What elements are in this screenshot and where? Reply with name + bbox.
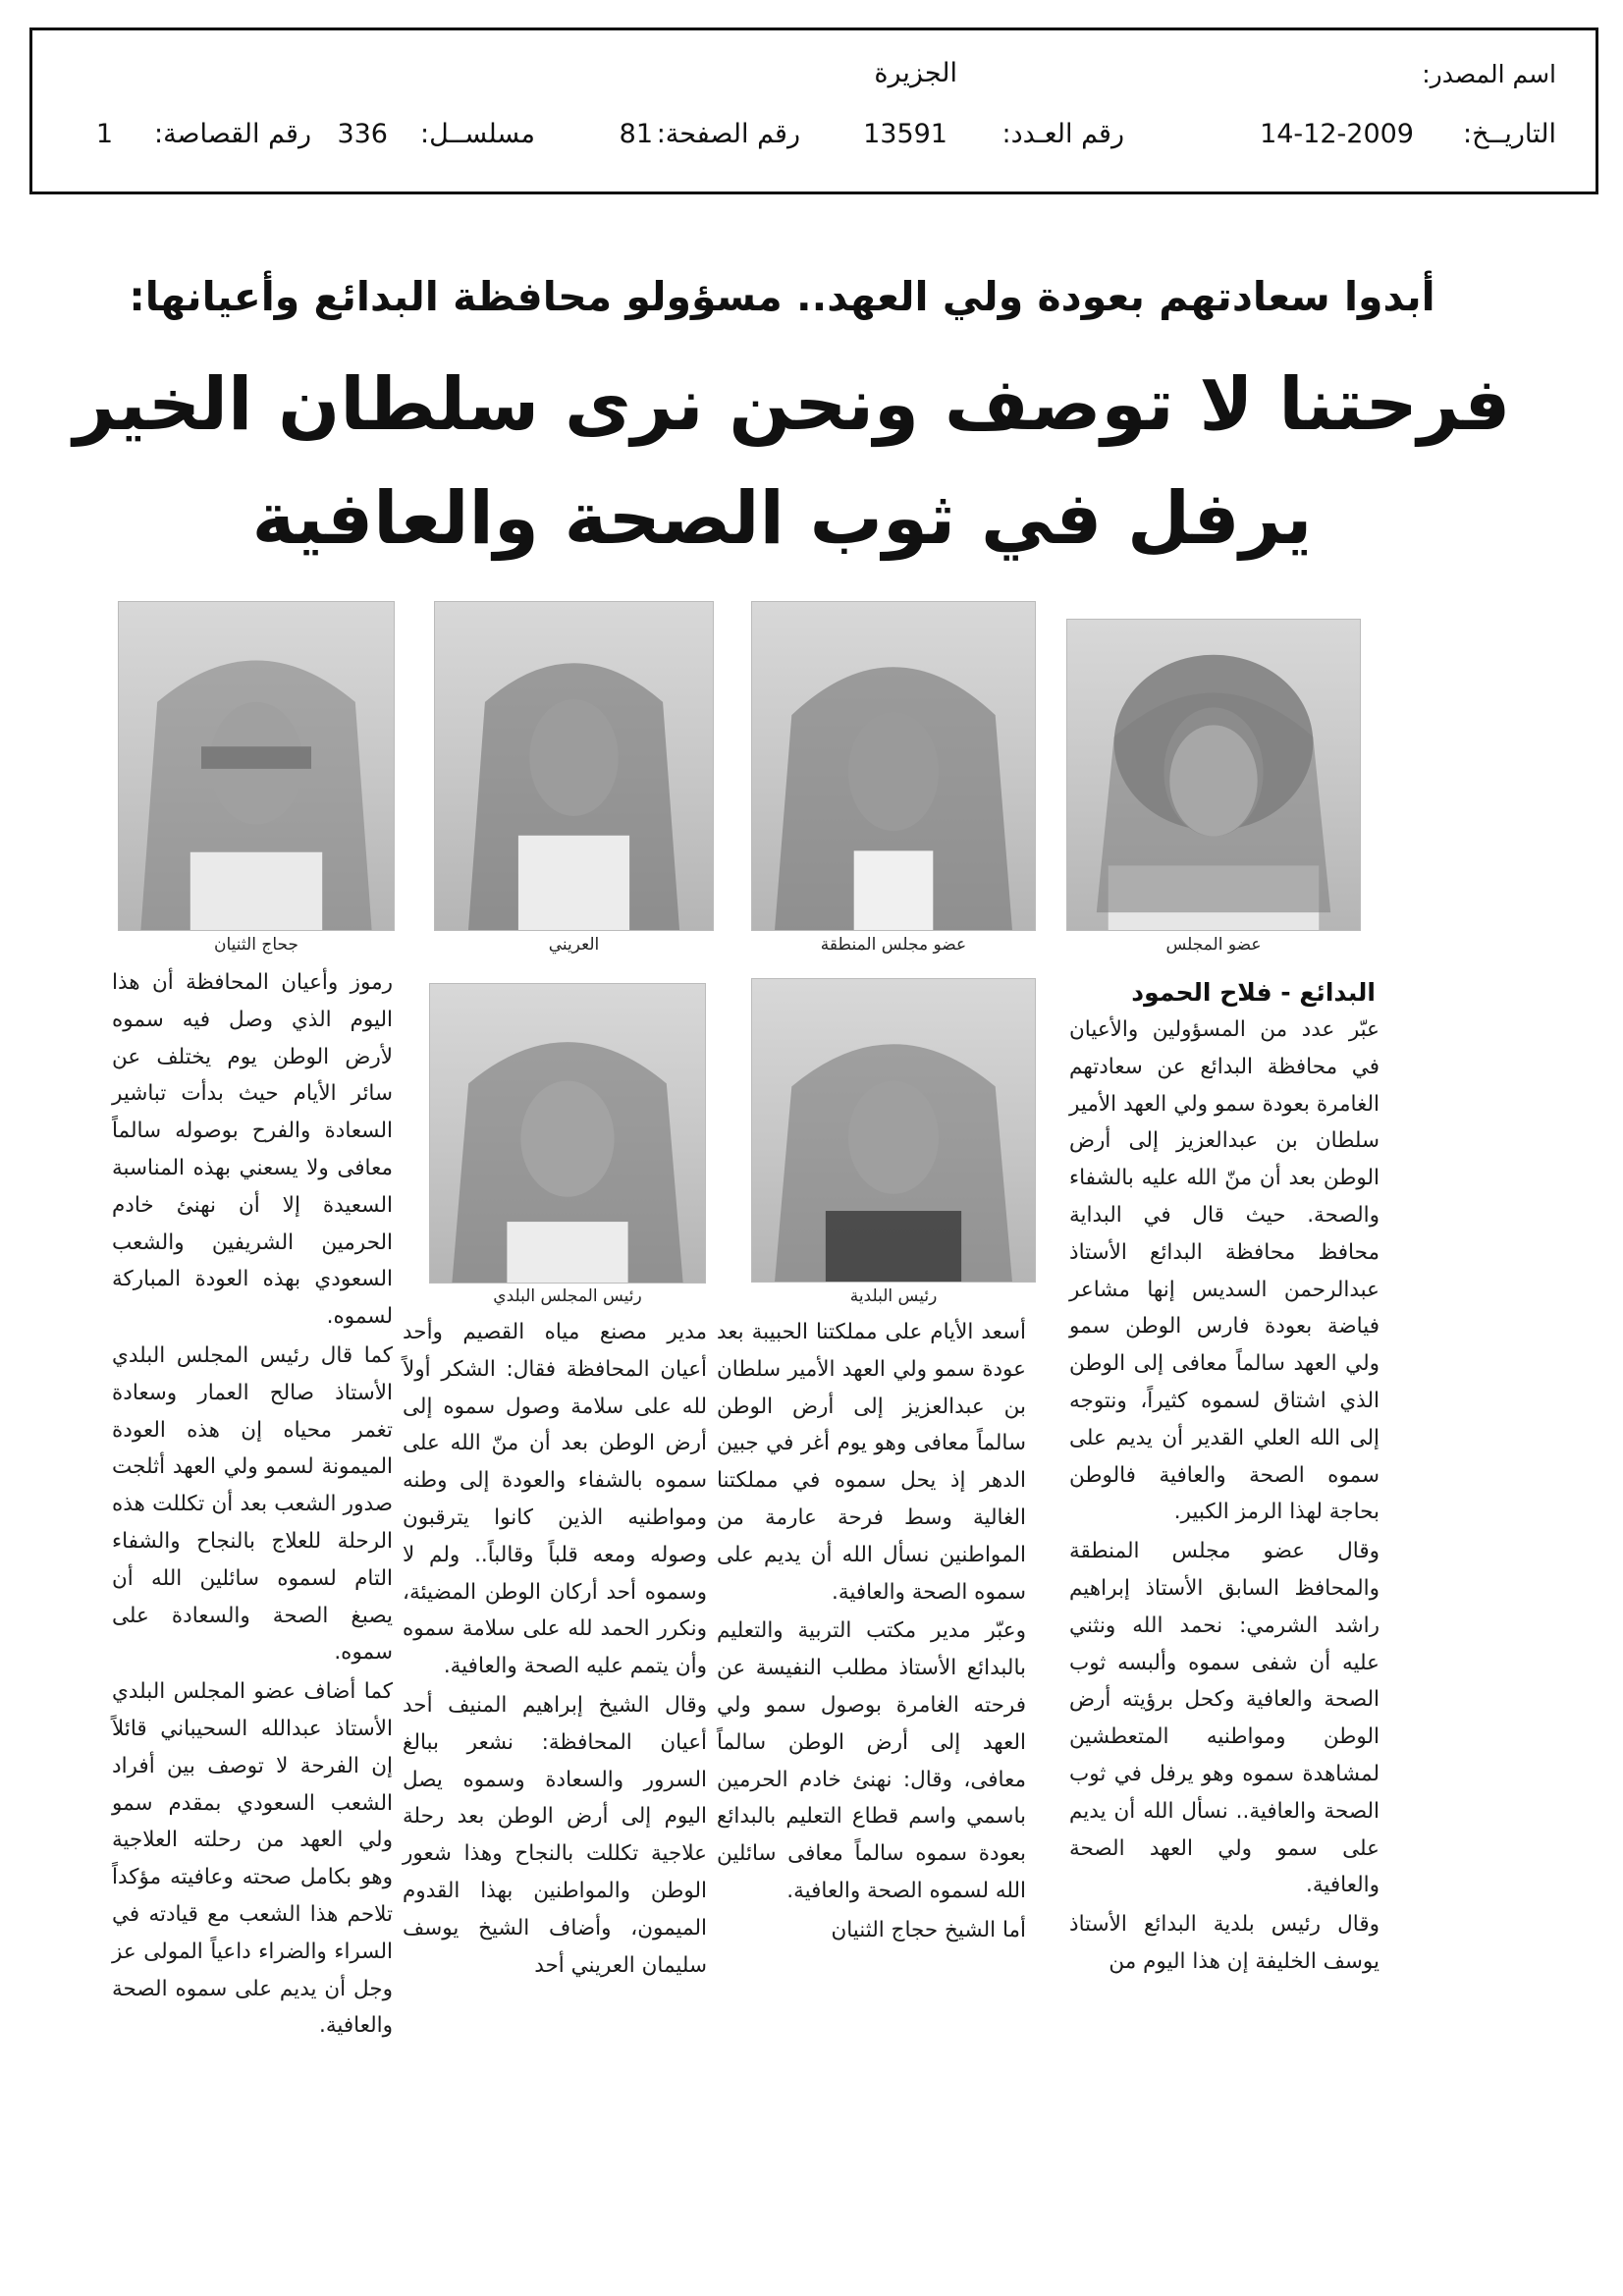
photo-caption-2: عضو مجلس المنطقة xyxy=(820,935,967,955)
headline-line-2: يرفل في ثوب الصحة والعافية xyxy=(251,476,1313,561)
article-byline: البدائع - فلاح الحمود xyxy=(1131,978,1376,1007)
portrait-icon xyxy=(430,984,705,1283)
paragraph: كما قال رئيس المجلس البلدي الأستاذ صالح العمار وسعادة تغمر محياه إن هذه العودة الميمونة لسمو ولي العهد أثلجت صدور الشعب بعد أن تكللت هذه الرحلة للعلاج بالنجاح والشفاء التام لسموه سائلين الله أن يصبغ الصحة والسعادة على سموه. xyxy=(112,1342,393,1666)
article-column-3 xyxy=(403,1314,707,1992)
paragraph: وعبّر مدير مكتب التربية والتعليم بالبدائع الأستاذ مطلب النفيسة عن فرحته الغامرة بوصول سمو ولي العهد إلى أرض الوطن سالماً معافى، وقال: نهنئ خادم الحرمين باسمي واسم قطاع التعليم بالبدائع بعودة سموه سالماً معافى سائلين الله لسموه الصحة والعافية. xyxy=(717,1618,1026,1903)
portrait-photo-3 xyxy=(434,601,714,931)
clip-value: 1 xyxy=(95,119,113,149)
paragraph: مدير مصنع مياه القصيم وأحد أعيان المحافظة فقال: الشكر أولاً لله على سلامة وصول سموه إلى أرض الوطن بعد أن منّ الله على سموه بالشفاء والعودة إلى وطنه ومواطنيه الذين كانوا يترقبون وصوله ومعه قلباً وقالباً.. ولم لا وسموه أحد أركان الوطن المضيئة، ونكرر الحمد لله على سلامة سموه وأن يتمم عليه الصحة والعافية. xyxy=(403,1320,707,1679)
source-value: الجزيرة xyxy=(874,58,957,88)
portrait-icon xyxy=(752,979,1035,1282)
portrait-icon xyxy=(435,602,713,930)
serial-value: 336 xyxy=(337,119,388,149)
source-metadata-box xyxy=(29,27,1598,194)
headline-line-1: فرحتنا لا توصف ونحن نرى سلطان الخير xyxy=(73,362,1511,447)
paragraph: كما أضاف عضو المجلس البلدي الأستاذ عبدالله السحيباني قائلاً إن الفرحة لا توصف بين أفراد الشعب السعودي بمقدم سمو ولي العهد من رحلته العلاجية وهو بكامل صحته وعافيته مؤكداً تلاحم هذا الشعب مع قيادته في السراء والضراء داعياً المولى عز وجل أن يديم على سموه الصحة والعافية. xyxy=(112,1679,393,2039)
article-column-4 xyxy=(112,964,393,2039)
article-column-2 xyxy=(717,1314,1026,1992)
article-kicker: أبدوا سعادتهم بعودة ولي العهد.. مسؤولو محافظة البدائع وأعيانها: xyxy=(129,273,1435,320)
paragraph: وقال الشيخ إبراهيم المنيف أحد أعيان المحافظة: نشعر ببالغ السرور والسعادة وسموه يصل اليوم إلى أرض الوطن بعد رحلة علاجية تكللت بالنجاح وهذا شعور الوطن والمواطنين بهذا القدوم الميمون، وأضاف الشيخ يوسف سليمان العريني أحد xyxy=(403,1692,707,1978)
portrait-icon xyxy=(752,602,1035,930)
page-value: 81 xyxy=(619,119,653,149)
portrait-photo-2 xyxy=(751,601,1036,931)
portrait-icon xyxy=(119,602,394,930)
source-label: اسم المصدر: xyxy=(1422,60,1556,88)
issue-label: رقم العـدد: xyxy=(1001,119,1124,149)
metadata-row xyxy=(72,119,1556,158)
photo-caption-1: عضو المجلس xyxy=(1165,935,1262,955)
portrait-photo-6 xyxy=(429,983,706,1284)
portrait-photo-4 xyxy=(118,601,395,931)
date-value: 14-12-2009 xyxy=(1260,119,1414,149)
portrait-photo-5 xyxy=(751,978,1036,1283)
photo-caption-4: جحاج الثنيان xyxy=(214,935,298,955)
article-column-1 xyxy=(1069,1011,1380,1994)
paragraph: أما الشيخ حجاج الثنيان xyxy=(831,1917,1026,1942)
paragraph: وقال رئيس بلدية البدائع الأستاذ يوسف الخليفة إن هذا اليوم من xyxy=(1069,1912,1380,1974)
portrait-icon xyxy=(1067,620,1360,930)
issue-value: 13591 xyxy=(863,119,947,149)
serial-label: مسلســل: xyxy=(420,119,535,149)
paragraph: عبّر عدد من المسؤولين والأعيان في محافظة البدائع عن سعادتهم الغامرة بعودة سمو ولي العهد الأمير سلطان بن عبدالعزيز إلى أرض الوطن بعد أن منّ الله عليه بالشفاء والصحة. حيث قال في البداية محافظ محافظة البدائع الأستاذ عبدالرحمن السديس إنها مشاعر فياضة بعودة فارس الوطن سمو ولي العهد سالماً معافى إلى الوطن الذي اشتاق لسموه كثيراً، ونتوجه إلى الله العلي القدير أن يديم على سموه الصحة والعافية فالوطن بحاجة لهذا الرمز الكبير. xyxy=(1069,1017,1380,1525)
paragraph: وقال عضو مجلس المنطقة والمحافظ السابق الأستاذ إبراهيم راشد الشرمي: نحمد الله ونثني عليه أن شفى سموه وألبسه ثوب الصحة والعافية وكحل برؤيته أرض الوطن ومواطنيه المتعطشين لمشاهدة سموه وهو يرفل في ثوب الصحة والعافية.. نسأل الله أن يديم على سمو ولي العهد الصحة والعافية. xyxy=(1069,1539,1380,1898)
portrait-photo-1 xyxy=(1066,619,1361,931)
date-label: التاريــخ: xyxy=(1462,119,1556,149)
page-label: رقم الصفحة: xyxy=(656,119,800,149)
photo-caption-5: رئيس البلدية xyxy=(849,1286,938,1306)
photo-caption-3: العريني xyxy=(548,935,600,955)
clip-label: رقم القصاصة: xyxy=(153,119,311,149)
paragraph: رموز وأعيان المحافظة أن هذا اليوم الذي وصل فيه سموه لأرض الوطن يوم يختلف عن سائر الأيام حيث بدأت تباشير السعادة والفرح بوصوله سالماً معافى ولا يسعني بهذه المناسبة السعيدة إلا أن نهنئ خادم الحرمين الشريفين والشعب السعودي بهذه العودة المباركة لسموه. xyxy=(112,970,393,1330)
photo-caption-6: رئيس المجلس البلدي xyxy=(493,1286,642,1306)
paragraph: أسعد الأيام على مملكتنا الحبيبة بعد عودة سمو ولي العهد الأمير سلطان بن عبدالعزيز إلى أرض الوطن سالماً معافى وهو يوم أغر في جبين الدهر إذ يحل سموه في مملكتنا الغالية وسط فرحة عارمة من المواطنين نسأل الله أن يديم على سموه الصحة والعافية. xyxy=(717,1320,1026,1605)
